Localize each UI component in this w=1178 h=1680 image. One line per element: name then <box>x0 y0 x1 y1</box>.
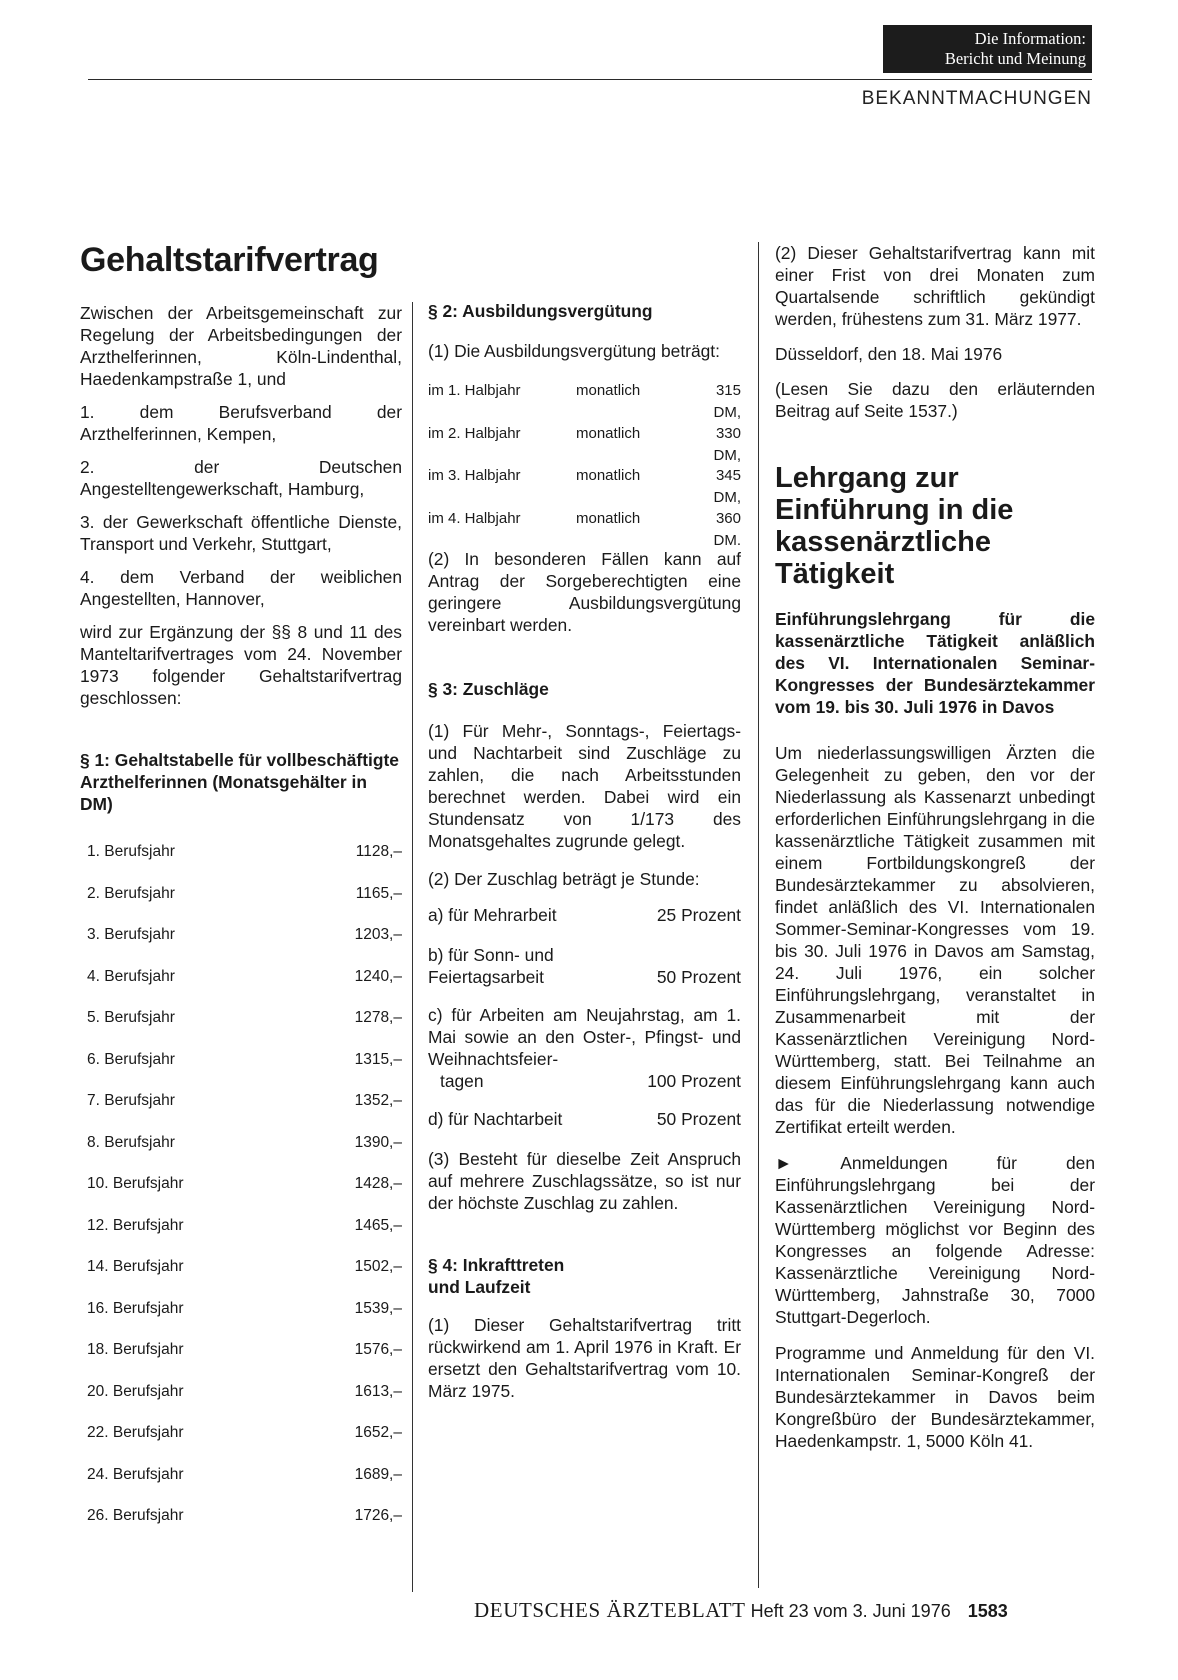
page-number: 1583 <box>967 1601 1008 1621</box>
surcharge-label: tagen <box>440 1070 484 1091</box>
party-1: 1. dem Berufsverband der Arzthelferinnen, Kempen, <box>80 402 402 444</box>
salary-row <box>87 966 402 1008</box>
apprentice-half: im 4. Halbjahr <box>428 509 521 527</box>
salary-row <box>87 1132 402 1174</box>
section-4-heading-line-2: und Laufzeit <box>428 1276 531 1297</box>
salary-row <box>87 1049 402 1091</box>
apprentice-table <box>428 380 741 549</box>
article-2-paragraph-2 <box>775 1152 1095 1328</box>
surcharge-special-days <box>428 1004 741 1092</box>
salary-year: 20. Berufsjahr <box>87 1382 184 1400</box>
salary-row <box>87 1464 402 1506</box>
salary-row <box>87 1173 402 1215</box>
salary-amount: 1726,– <box>354 1507 402 1524</box>
salary-row <box>87 1215 402 1257</box>
salary-amount: 1428,– <box>354 1175 402 1192</box>
salary-row <box>87 1422 402 1464</box>
salary-row <box>87 924 402 966</box>
salary-row <box>87 1339 402 1381</box>
salary-amount: 1652,– <box>354 1424 402 1441</box>
surcharge-overtime <box>428 904 741 926</box>
article-2-paragraph-3: Programme und Anmeldung für den VI. Internationalen Seminar-Kongreß der Bundesärztekammer in Davos beim Kongreßbüro der Bundesärztekammer, Haedenkampstr. 1, 5000 Köln 41. <box>775 1343 1095 1451</box>
salary-row <box>87 1090 402 1132</box>
salary-amount: 1352,– <box>354 1092 402 1109</box>
apprentice-row <box>428 508 741 549</box>
apprentice-amount: 330 DM, <box>713 424 741 464</box>
salary-year: 14. Berufsjahr <box>87 1258 184 1275</box>
section-3-heading: § 3: Zuschläge <box>428 678 549 699</box>
apprentice-half: im 3. Halbjahr <box>428 467 521 484</box>
apprentice-period: monatlich <box>576 467 641 484</box>
salary-amount: 1128,– <box>355 843 402 860</box>
apprentice-period: monatlich <box>576 382 641 399</box>
salary-year: 2. Berufsjahr <box>87 884 175 902</box>
article-title: Gehaltstarifvertrag <box>80 241 379 279</box>
salary-row <box>87 841 402 883</box>
section-label: BEKANNTMACHUNGEN <box>861 88 1092 109</box>
apprentice-amount: 360 DM. <box>713 509 741 549</box>
apprentice-period: monatlich <box>576 424 641 442</box>
party-3: 3. der Gewerkschaft öffentliche Dienste, Transport und Verkehr, Stuttgart, <box>80 512 402 554</box>
column-1 <box>80 240 402 1547</box>
salary-year: 26. Berufsjahr <box>87 1507 184 1524</box>
section-1-heading: § 1: Gehaltstabelle für vollbeschäftigte Arzthelferinnen (Monatsgehälter in DM) <box>80 750 399 814</box>
salary-amount: 1613,– <box>354 1382 402 1400</box>
surcharge-label: a) für Mehrarbeit <box>428 904 557 925</box>
salary-amount: 1465,– <box>354 1216 402 1234</box>
salary-amount: 1576,– <box>354 1341 402 1358</box>
salary-year: 7. Berufsjahr <box>87 1092 175 1109</box>
section-2-heading: § 2: Ausbildungsvergütung <box>428 301 653 321</box>
salary-amount: 1502,– <box>354 1258 402 1275</box>
article-2-paragraph-1: Um niederlassungswilligen Ärzten die Gelegenheit zu geben, den vor der Niederlassung als Kassenarzt unbedingt erforderlichen Einführungslehrgang in die kassenärztliche Tätigkeit zusammen mit einem Fortbildungskongreß der Bundesärztekammer zu absolvieren, findet anläßlich des VI. Internationalen Sommer-Seminar-Kongresses vom 19. bis 30. Juli 1976 in Davos am Samstag, 24. Juli 1976, ein solcher Einführungslehrgang, veranstaltet in Zusammenarbeit mit der Kassenärztlichen Vereinigung Nord-Württemberg, statt. Bei Teilnahme an diesem Einführungslehrgang kann auch das für die Niederlassung notwendige Zertifikat erteilt werden. <box>775 743 1095 1137</box>
page-footer <box>474 1598 1008 1623</box>
apprentice-half: im 2. Halbjahr <box>428 424 521 442</box>
salary-amount: 1240,– <box>354 967 402 985</box>
salary-year: 22. Berufsjahr <box>87 1424 184 1441</box>
column-divider-right <box>758 242 759 1588</box>
surcharge-night <box>428 1108 741 1130</box>
section-2-paragraph-1: (1) Die Ausbildungsvergütung beträgt: <box>428 341 720 361</box>
salary-table <box>80 841 402 1547</box>
salary-year: 3. Berufsjahr <box>87 926 175 943</box>
salary-row <box>87 1007 402 1049</box>
surcharge-value: 50 Prozent <box>656 1108 741 1129</box>
issue-info: Heft 23 vom 3. Juni 1976 <box>750 1601 951 1621</box>
salary-amount: 1203,– <box>354 926 402 943</box>
apprentice-row <box>428 465 741 508</box>
surcharge-line <box>428 966 741 988</box>
badge-line-2: Bericht und Meinung <box>944 49 1086 68</box>
surcharge-label: d) für Nachtarbeit <box>428 1108 563 1129</box>
salary-row <box>87 1505 402 1547</box>
salary-year: 18. Berufsjahr <box>87 1341 184 1358</box>
apprentice-half: im 1. Halbjahr <box>428 382 521 399</box>
intro-paragraph: Zwischen der Arbeitsgemeinschaft zur Regelung der Arbeitsbedingungen der Arzthelferinnen, Köln-Lindenthal, Haedenkampstraße 1, und <box>80 303 402 389</box>
salary-year: 24. Berufsjahr <box>87 1465 184 1483</box>
header-rule <box>88 79 1092 80</box>
salary-year: 8. Berufsjahr <box>87 1133 175 1151</box>
salary-amount: 1165,– <box>355 884 402 902</box>
surcharge-label: c) für Arbeiten am Neujahrstag, am 1. Mai sowie an den Oster-, Pfingst- und Weihnachtsfeier- <box>428 1004 741 1069</box>
reference-note: (Lesen Sie dazu den erläuternden Beitrag auf Seite 1537.) <box>775 379 1095 421</box>
place-date: Düsseldorf, den 18. Mai 1976 <box>775 344 1003 364</box>
section-4-heading <box>428 1254 741 1298</box>
surcharge-value: 25 Prozent <box>656 904 741 925</box>
salary-year: 4. Berufsjahr <box>87 967 175 985</box>
salary-year: 16. Berufsjahr <box>87 1299 184 1317</box>
surcharge-sunday-holiday <box>428 944 741 988</box>
badge-line-1: Die Information: <box>974 29 1086 48</box>
salary-row <box>87 883 402 925</box>
conclusion-paragraph: wird zur Ergänzung der §§ 8 und 11 des Manteltarifvertrages vom 24. November 1973 folgender Gehaltstarifvertrag geschlossen: <box>80 622 402 708</box>
column-3 <box>775 242 1095 1463</box>
triangle-bullet-icon: ► <box>775 1153 793 1173</box>
column-divider-left <box>412 302 413 1592</box>
section-3-paragraph-2: (2) Der Zuschlag beträgt je Stunde: <box>428 868 700 889</box>
apprentice-amount: 315 DM, <box>713 382 741 421</box>
salary-amount: 1689,– <box>354 1465 402 1483</box>
salary-amount: 1539,– <box>354 1299 402 1317</box>
surcharge-value: 50 Prozent <box>656 966 741 987</box>
salary-amount: 1278,– <box>354 1009 402 1026</box>
surcharge-value: 100 Prozent <box>647 1070 741 1091</box>
salary-year: 1. Berufsjahr <box>87 843 175 860</box>
section-4-heading-line-1: § 4: Inkrafttreten <box>428 1254 565 1275</box>
surcharge-label: Feiertagsarbeit <box>428 966 544 987</box>
salary-year: 5. Berufsjahr <box>87 1009 175 1026</box>
apprentice-period: monatlich <box>576 509 641 527</box>
party-4: 4. dem Verband der weiblichen Angestellten, Hannover, <box>80 567 402 609</box>
salary-year: 6. Berufsjahr <box>87 1050 175 1068</box>
section-badge <box>883 25 1092 73</box>
salary-year: 10. Berufsjahr <box>87 1175 184 1192</box>
salary-row <box>87 1256 402 1298</box>
salary-row <box>87 1381 402 1423</box>
salary-row <box>87 1298 402 1340</box>
surcharge-line <box>428 1070 741 1092</box>
section-4-paragraph-1: (1) Dieser Gehaltstarifvertrag tritt rückwirkend am 1. April 1976 in Kraft. Er ersetzt den Gehaltstarifvertrag vom 10. März 1975. <box>428 1314 741 1401</box>
section-3-paragraph-1: (1) Für Mehr-, Sonntags-, Feiertags- und Nachtarbeit sind Zuschläge zu zahlen, die nach Arbeitsstunden berechnet werden. Dabei wird ein Stundensatz von 1/173 des Monatsgehaltes zugrunde gelegt. <box>428 720 741 851</box>
column-2 <box>428 300 741 1413</box>
magazine-name: DEUTSCHES ÄRZTEBLATT <box>474 1598 746 1622</box>
section-4-paragraph-2: (2) Dieser Gehaltstarifvertrag kann mit einer Frist von drei Monaten zum Quartalsende schriftlich gekündigt werden, frühestens zum 31. März 1977. <box>775 243 1095 329</box>
section-2-paragraph-2: (2) In besonderen Fällen kann auf Antrag der Sorgeberechtigten eine geringere Ausbildungsvergütung vereinbart werden. <box>428 548 741 635</box>
apprentice-row <box>428 380 741 423</box>
party-2: 2. der Deutschen Angestelltengewerkschaft, Hamburg, <box>80 457 402 499</box>
salary-amount: 1390,– <box>354 1133 402 1151</box>
article-2-title: Lehrgang zur Einführung in die kassenärztliche Tätigkeit <box>775 462 1014 590</box>
apprentice-row <box>428 423 741 466</box>
surcharge-label: b) für Sonn- und <box>428 944 554 965</box>
section-3-paragraph-3: (3) Besteht für dieselbe Zeit Anspruch auf mehrere Zuschlagssätze, so ist nur der höchste Zuschlag zu zahlen. <box>428 1148 741 1213</box>
salary-year: 12. Berufsjahr <box>87 1216 184 1234</box>
article-2-subtitle: Einführungslehrgang für die kassenärztliche Tätigkeit anläßlich des VI. Internationalen Seminar-Kongresses der Bundesärztekammer vom 19. bis 30. Juli 1976 in Davos <box>775 609 1095 717</box>
article-2-paragraph-2-text: Anmeldungen für den Einführungslehrgang bei der Kassenärztlichen Vereinigung Nord-Württemberg möglichst vor Beginn des Kongresses an folgende Adresse: Kassenärztliche Vereinigung Nord-Württemberg, Jahnstraße 30, 7000 Stuttgart-Degerloch. <box>775 1153 1095 1327</box>
apprentice-amount: 345 DM, <box>713 467 741 506</box>
salary-amount: 1315,– <box>354 1050 402 1068</box>
